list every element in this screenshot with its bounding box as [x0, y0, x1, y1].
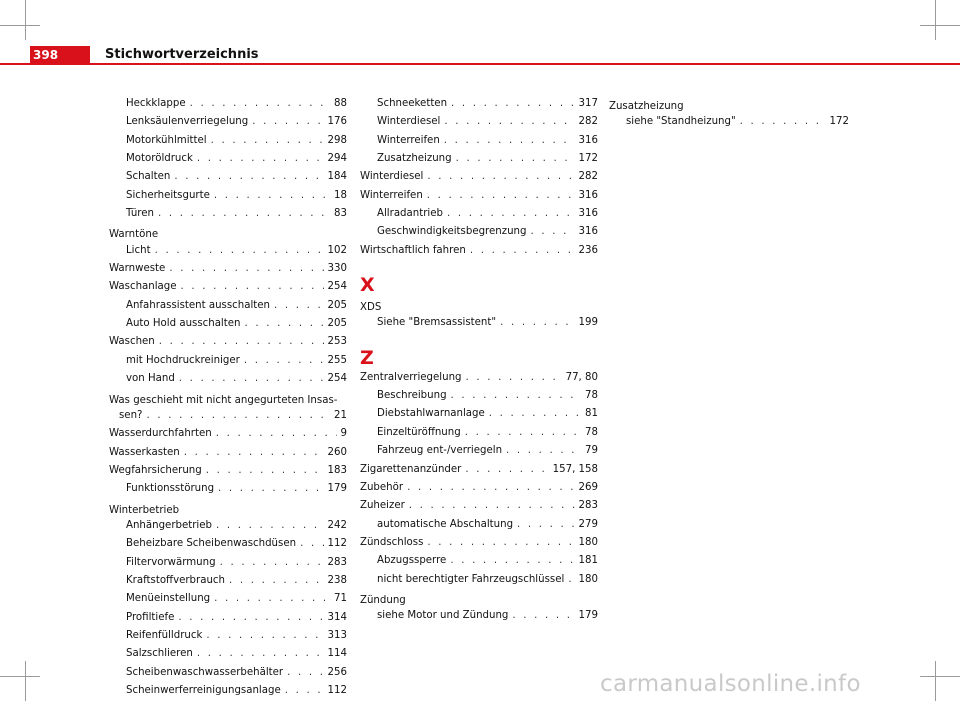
dot-leader — [451, 390, 581, 401]
index-entry[interactable] — [360, 555, 598, 573]
index-entry[interactable] — [360, 519, 598, 537]
dot-leader — [211, 135, 324, 146]
index-entry[interactable] — [360, 445, 598, 463]
dot-leader — [444, 116, 574, 127]
index-entry-term: Zentralverriegelung — [360, 371, 462, 383]
index-entry[interactable] — [109, 263, 347, 281]
dot-leader — [206, 465, 324, 476]
index-entry-term: Salzschlieren — [126, 648, 193, 660]
index-entry[interactable] — [109, 410, 347, 428]
dot-leader — [427, 190, 575, 201]
dot-leader — [159, 336, 324, 347]
header-rule — [0, 63, 960, 65]
dot-leader — [146, 410, 330, 421]
dot-leader — [214, 190, 330, 201]
index-entry-page[interactable]: 179 — [578, 610, 598, 622]
crop-mark — [920, 25, 960, 26]
index-entry-term: Auto Hold ausschalten — [126, 318, 241, 330]
dot-leader — [169, 263, 323, 274]
index-entry-page[interactable]: 282 — [578, 171, 598, 183]
index-entry[interactable] — [109, 612, 347, 630]
dot-leader — [409, 500, 575, 511]
index-entry-term: Profiltiefe — [126, 611, 175, 623]
dot-leader — [184, 447, 324, 458]
index-heading: Zündung — [360, 594, 406, 606]
dot-leader — [740, 116, 826, 127]
index-entry-page[interactable]: 279 — [578, 518, 598, 530]
index-entry-term: Warnweste — [109, 263, 166, 275]
index-entry-page[interactable]: 172 — [829, 116, 849, 128]
dot-leader — [216, 520, 324, 531]
index-entry-page[interactable]: 253 — [327, 336, 347, 348]
dot-leader — [465, 427, 581, 438]
index-entry-page[interactable]: 314 — [327, 611, 347, 623]
index-entry-page[interactable]: 77, 80 — [565, 371, 598, 383]
index-entry-page[interactable]: 21 — [334, 409, 347, 421]
index-entry[interactable] — [109, 630, 347, 648]
index-entry-term: Wirtschaftlich fahren — [360, 244, 466, 256]
crop-mark — [935, 661, 936, 701]
index-entry[interactable] — [109, 538, 347, 556]
index-entry[interactable] — [109, 245, 347, 263]
index-entry[interactable] — [109, 355, 347, 373]
index-entry[interactable] — [360, 574, 598, 592]
dot-leader — [274, 300, 324, 311]
index-entry[interactable] — [109, 281, 347, 299]
index-entry[interactable] — [109, 465, 347, 483]
index-entry-page[interactable]: 316 — [578, 208, 598, 220]
index-entry-term: Anhängerbetrieb — [126, 519, 212, 531]
index-entry[interactable] — [360, 98, 598, 116]
index-entry-term: nicht berechtigter Fahrzeugschlüssel — [377, 573, 565, 585]
index-entry-page[interactable]: 179 — [327, 483, 347, 495]
index-entry-term: Wasserkasten — [109, 446, 180, 458]
index-entry[interactable] — [360, 372, 598, 390]
index-entry-term: Winterdiesel — [377, 116, 441, 128]
index-entry-term: mit Hochdruckreiniger — [126, 354, 240, 366]
dot-leader — [285, 685, 324, 696]
index-entry[interactable] — [109, 648, 347, 666]
index-entry[interactable] — [360, 408, 598, 426]
index-entry[interactable] — [109, 557, 347, 575]
index-entry-term: Beschreibung — [377, 390, 447, 402]
index-entry-term: Menüeinstellung — [126, 593, 211, 605]
index-entry-term: Motoröldruck — [126, 153, 193, 165]
index-entry[interactable] — [109, 685, 347, 703]
index-heading: XDS — [360, 302, 382, 314]
index-entry[interactable] — [109, 208, 347, 226]
index-entry-term: Sicherheitsgurte — [126, 189, 210, 201]
index-entry[interactable] — [109, 373, 347, 391]
index-heading: Was geschieht mit nicht angegurteten Insas- — [109, 394, 338, 406]
index-entry-term: Beheizbare Scheibenwaschdüsen — [126, 538, 297, 550]
index-entry-page[interactable]: 254 — [327, 373, 347, 385]
index-entry-page[interactable]: 283 — [578, 500, 598, 512]
index-entry-term: Reifenfülldruck — [126, 629, 203, 641]
index-entry-term: automatische Abschaltung — [377, 518, 514, 530]
dot-leader — [456, 153, 575, 164]
dot-leader — [470, 245, 575, 256]
index-entry-term: siehe Motor und Zündung — [377, 610, 509, 622]
index-entry-page[interactable]: 81 — [585, 408, 598, 420]
dot-leader — [300, 538, 323, 549]
index-entry-term: Filtervorwärmung — [126, 556, 216, 568]
dot-leader — [181, 281, 324, 292]
dot-leader — [465, 464, 548, 475]
index-entry-page[interactable]: 9 — [340, 428, 347, 440]
crop-mark — [935, 0, 936, 40]
index-entry-term: Zusatzheizung — [377, 153, 452, 165]
index-entry-page[interactable]: 112 — [327, 538, 347, 550]
index-entry[interactable] — [360, 245, 598, 263]
index-entry-page[interactable]: 255 — [327, 354, 347, 366]
index-entry-term: Scheinwerferreinigungsanlage — [126, 685, 281, 696]
index-entry[interactable] — [109, 428, 347, 446]
dot-leader — [216, 428, 337, 439]
page-number: 398 — [33, 48, 59, 62]
index-entry-page[interactable]: 269 — [578, 481, 598, 493]
index-entry-page[interactable]: 282 — [578, 116, 598, 128]
dot-leader — [450, 555, 574, 566]
dot-leader — [517, 519, 575, 530]
index-entry-page[interactable]: 176 — [327, 116, 347, 128]
index-entry[interactable] — [360, 135, 598, 153]
index-entry-page[interactable]: 172 — [578, 153, 598, 165]
index-entry-term: Scheibenwaschwasserbehälter — [126, 666, 284, 678]
index-entry-page[interactable]: 238 — [327, 574, 347, 586]
index-entry-page[interactable]: 181 — [578, 555, 598, 567]
index-entry[interactable] — [360, 190, 598, 208]
index-entry[interactable] — [109, 116, 347, 134]
index-column-1 — [109, 98, 347, 703]
dot-leader — [568, 574, 574, 585]
index-entry-page[interactable]: 79 — [585, 445, 598, 457]
index-entry[interactable] — [109, 447, 347, 465]
index-entry-term: Winterdiesel — [360, 171, 424, 183]
dot-leader — [506, 445, 581, 456]
index-entry[interactable] — [360, 153, 598, 171]
index-entry[interactable] — [609, 116, 849, 134]
page-title: Stichwortverzeichnis — [105, 47, 259, 62]
index-entry-term: Türen — [126, 208, 154, 220]
index-entry-page[interactable]: 236 — [578, 244, 598, 256]
index-entry[interactable] — [109, 667, 347, 685]
index-entry-page[interactable]: 242 — [327, 519, 347, 531]
index-entry-term: Licht — [126, 244, 151, 256]
index-entry-term: von Hand — [126, 373, 175, 385]
index-entry[interactable] — [109, 98, 347, 116]
dot-leader — [206, 630, 323, 641]
index-entry[interactable] — [109, 575, 347, 593]
index-entry-term: Zubehör — [360, 481, 404, 493]
index-entry-page[interactable]: 199 — [578, 317, 598, 329]
watermark: carmanualsonline.info — [600, 671, 861, 697]
dot-leader — [174, 171, 323, 182]
index-entry-term: Anfahrassistent ausschalten — [126, 299, 271, 311]
index-column-2 — [360, 98, 598, 629]
index-entry-term: Schalten — [126, 171, 171, 183]
index-heading: Zusatzheizung — [609, 101, 684, 112]
index-entry-term: Siehe "Bremsassistent" — [377, 317, 497, 329]
index-entry-page[interactable]: 112 — [327, 685, 347, 696]
index-entry-term: Schneeketten — [377, 98, 448, 109]
index-entry[interactable] — [360, 317, 598, 335]
index-entry-term: Winterreifen — [360, 189, 423, 201]
dot-leader — [179, 373, 324, 384]
index-entry-page[interactable]: 83 — [334, 208, 347, 220]
index-column-3 — [609, 98, 849, 135]
dot-leader — [451, 98, 575, 109]
index-entry-page[interactable]: 114 — [327, 648, 347, 660]
index-entry-page[interactable]: 183 — [327, 464, 347, 476]
index-entry-page[interactable]: 283 — [327, 556, 347, 568]
index-entry-page[interactable]: 317 — [578, 98, 598, 109]
dot-leader — [466, 372, 562, 383]
index-entry[interactable] — [360, 500, 598, 518]
index-entry-term: Zigarettenanzünder — [360, 463, 462, 475]
dot-leader — [220, 557, 324, 568]
index-entry-page[interactable]: 298 — [327, 134, 347, 146]
index-entry-page[interactable]: 316 — [578, 189, 598, 201]
crop-mark — [920, 676, 960, 677]
index-entry[interactable] — [360, 116, 598, 134]
index-entry-term: Diebstahlwarnanlage — [377, 408, 485, 420]
index-entry-page[interactable]: 102 — [327, 244, 347, 256]
crop-mark — [0, 676, 40, 677]
dot-leader — [155, 245, 324, 256]
dot-leader — [427, 537, 574, 548]
dot-leader — [512, 610, 574, 621]
index-entry[interactable] — [109, 336, 347, 354]
index-entry[interactable] — [109, 171, 347, 189]
index-entry[interactable] — [109, 520, 347, 538]
index-entry-page[interactable]: 205 — [327, 299, 347, 311]
index-entry-term: Zuheizer — [360, 500, 405, 512]
index-entry-term: Heckklappe — [126, 98, 186, 109]
index-entry-page[interactable]: 260 — [327, 446, 347, 458]
index-entry[interactable] — [360, 464, 598, 482]
index-entry-page[interactable]: 71 — [334, 593, 347, 605]
index-entry-page[interactable]: 18 — [334, 189, 347, 201]
index-entry-page[interactable]: 88 — [334, 98, 347, 109]
index-entry-term: Allradantrieb — [377, 208, 443, 220]
index-entry[interactable] — [360, 226, 598, 244]
dot-leader — [245, 318, 324, 329]
index-entry-page[interactable]: 316 — [578, 134, 598, 146]
index-entry-term: Waschanlage — [109, 281, 177, 293]
index-entry[interactable] — [360, 610, 598, 628]
index-entry-term: Lenksäulenverriegelung — [126, 116, 249, 128]
dot-leader — [489, 408, 581, 419]
index-entry[interactable] — [109, 593, 347, 611]
crop-mark — [25, 661, 26, 701]
index-heading: Winterbetrieb — [109, 504, 180, 516]
dot-leader — [244, 355, 324, 366]
index-entry-term: Waschen — [109, 336, 155, 348]
index-entry[interactable] — [109, 318, 347, 336]
index-entry-page[interactable]: 330 — [327, 263, 347, 275]
index-entry-term: siehe "Standheizung" — [626, 116, 736, 128]
index-entry-term: Einzeltüröffnung — [377, 426, 461, 438]
index-entry-term: Wegfahrsicherung — [109, 464, 202, 476]
dot-leader — [214, 593, 330, 604]
dot-leader — [427, 171, 574, 182]
dot-leader — [158, 208, 330, 219]
index-entry-page[interactable]: 256 — [327, 666, 347, 678]
index-entry-page[interactable]: 180 — [578, 573, 598, 585]
index-entry[interactable] — [109, 483, 347, 501]
index-entry-term: sen? — [119, 409, 143, 421]
index-entry-term: Winterreifen — [377, 134, 440, 146]
index-entry-term: Zündschloss — [360, 536, 424, 548]
index-entry-page[interactable]: 184 — [327, 171, 347, 183]
dot-leader — [500, 317, 574, 328]
index-entry-term: Fahrzeug ent-/verriegeln — [377, 445, 503, 457]
dot-leader — [190, 98, 330, 109]
index-entry[interactable] — [109, 300, 347, 318]
index-entry-page[interactable]: 157, 158 — [552, 463, 598, 475]
index-entry-page[interactable]: 316 — [578, 226, 598, 238]
section-letter: X — [360, 274, 375, 297]
dot-leader — [447, 208, 575, 219]
dot-leader — [252, 116, 323, 127]
index-entry-page[interactable]: 78 — [585, 426, 598, 438]
dot-leader — [197, 648, 324, 659]
crop-mark — [0, 25, 40, 26]
dot-leader — [197, 153, 324, 164]
dot-leader — [530, 226, 574, 237]
index-entry[interactable] — [360, 427, 598, 445]
dot-leader — [218, 483, 324, 494]
index-entry-term: Kraftstoffverbrauch — [126, 574, 225, 586]
index-entry-term: Motorkühlmittel — [126, 134, 207, 146]
dot-leader — [407, 482, 574, 493]
dot-leader — [444, 135, 575, 146]
index-heading: Warntöne — [109, 229, 159, 241]
index-entry-term: Funktionsstörung — [126, 483, 215, 495]
index-entry[interactable] — [109, 190, 347, 208]
index-entry-term: Geschwindigkeitsbegrenzung — [377, 226, 527, 238]
index-entry-page[interactable]: 78 — [585, 390, 598, 402]
index-entry[interactable] — [109, 135, 347, 153]
dot-leader — [178, 612, 323, 623]
index-entry[interactable] — [109, 153, 347, 171]
index-entry[interactable] — [360, 208, 598, 226]
index-entry-page[interactable]: 205 — [327, 318, 347, 330]
index-entry-page[interactable]: 180 — [578, 536, 598, 548]
index-entry[interactable] — [360, 171, 598, 189]
index-entry-page[interactable]: 294 — [327, 153, 347, 165]
crop-mark — [25, 0, 26, 40]
index-entry-term: Wasserdurchfahrten — [109, 428, 212, 440]
index-entry[interactable] — [360, 537, 598, 555]
index-entry-page[interactable]: 313 — [327, 629, 347, 641]
index-entry[interactable] — [360, 390, 598, 408]
index-entry-term: Abzugssperre — [377, 555, 447, 567]
dot-leader — [229, 575, 324, 586]
section-letter: Z — [360, 346, 374, 369]
index-entry-page[interactable]: 254 — [327, 281, 347, 293]
index-entry[interactable] — [360, 482, 598, 500]
dot-leader — [287, 667, 323, 678]
